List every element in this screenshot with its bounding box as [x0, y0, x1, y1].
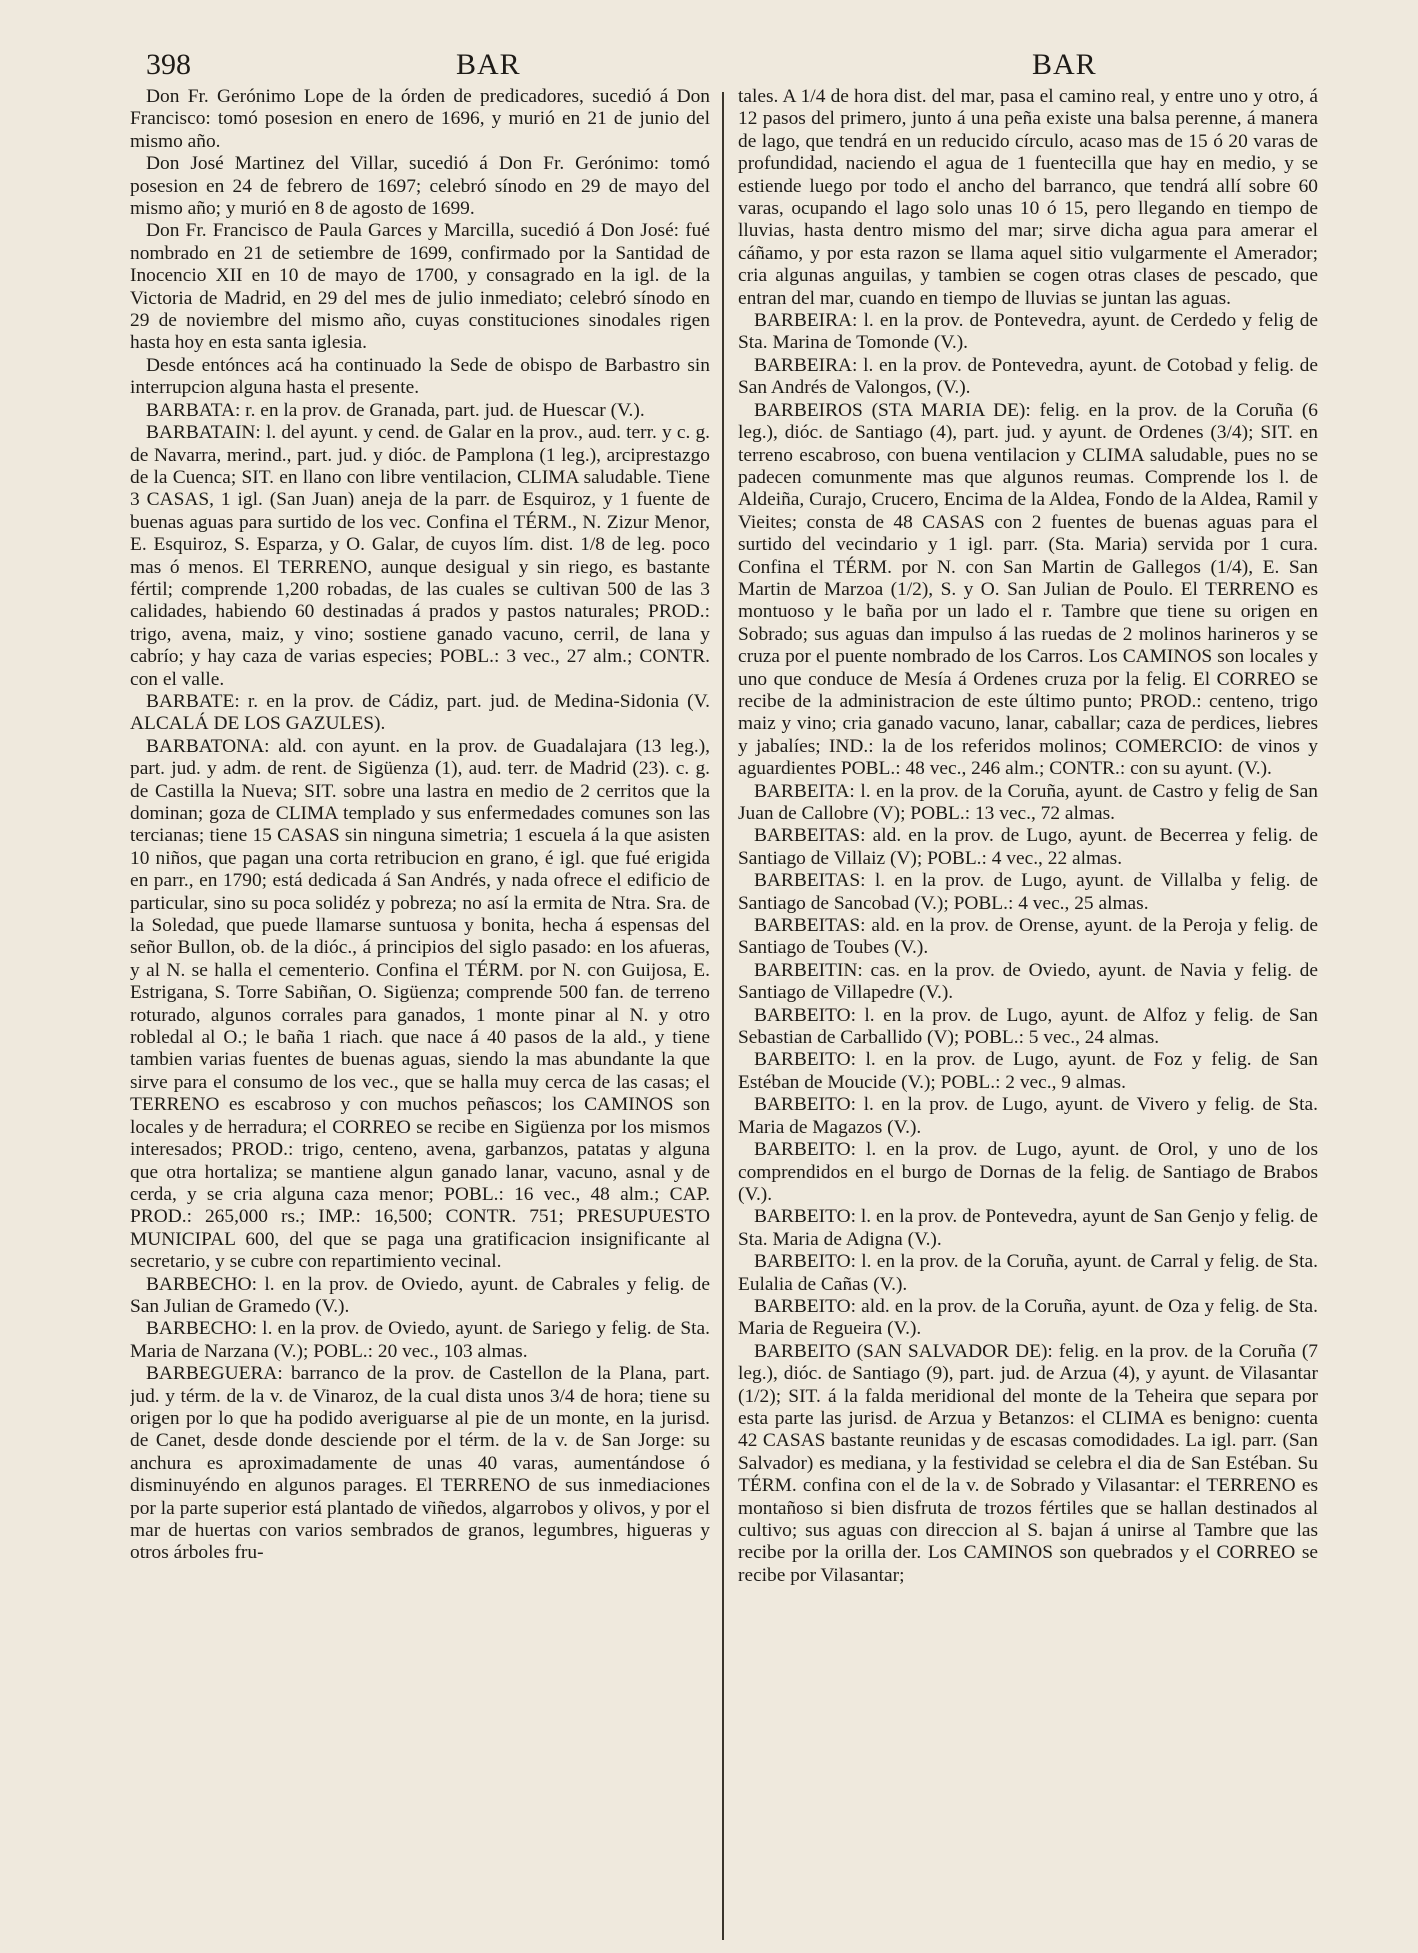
entry-barbeito-7: BARBEITO: ald. en la prov. de la Coruña, ayunt. de Oza y felig. de Sta. Maria de Regueira (V.). [738, 1295, 1318, 1340]
entry-barbeiros: BARBEIROS (STA MARIA DE): felig. en la prov. de la Coruña (6 leg.), dióc. de Santiago (4), part. jud. y ayunt. de Ordenes (3/4); SIT. en terreno escabroso, con buena ventilacion y CLIMA saludable, pues no se padecen comunmente mas que algunos reumas. Comprende los l. de Aldeiña, Curajo, Crucero, Encima de la Aldea, Fondo de la Aldea, Ramil y Vieites; consta de 48 CASAS con 2 fuentes de buenas aguas para el surtido del vecindario y 1 igl. parr. (Sta. Maria) servida por 1 cura. Confina el TÉRM. por N. con San Martin de Gallegos (1/4), E. San Martin de Marzoa (1/2), S. y O. San Julian de Poulo. El TERRENO es montuoso y le baña por un lado el r. Tambre que tiene su origen en Sobrado; sus aguas dan impulso á las ruedas de 2 molinos harineros y se cruza por el puente nombrado de los Carros. Los CAMINOS son locales y uno que conduce de Mesía á Ordenes cruza por la felig. El CORREO se recibe de la administracion de este último punto; PROD.: centeno, trigo maiz y vino; cria ganado vacuno, lanar, caballar; caza de perdices, liebres y jabalíes; IND.: la de los referidos molinos; COMERCIO: de vinos y aguardientes POBL.: 48 vec., 246 alm.; CONTR.: con su ayunt. (V.). [738, 399, 1318, 780]
entry-barbeira-2: BARBEIRA: l. en la prov. de Pontevedra, ayunt. de Cotobad y felig. de San Andrés de Valongos, (V.). [738, 354, 1318, 399]
entry-barbata: BARBATA: r. en la prov. de Granada, part. jud. de Huescar (V.). [146, 399, 645, 421]
entry-paragraph: Don José Martinez del Villar, sucedió á Don Fr. Gerónimo: tomó posesion en 24 de febrero de 1697; celebró sínodo en 29 de mayo del mismo año; y murió en 8 de agosto de 1699. [130, 153, 710, 220]
entry-barbeito-1: BARBEITO: l. en la prov. de Lugo, ayunt. de Alfoz y felig. de San Sebastian de Carballido (V); POBL.: 5 vec., 24 almas. [738, 1004, 1318, 1049]
left-column [130, 86, 710, 1946]
entry-barbeito-3: BARBEITO: l. en la prov. de Lugo, ayunt. de Vivero y felig. de Sta. Maria de Magazos (V.). [738, 1094, 1318, 1138]
page-header [0, 48, 1418, 88]
entry-barbeito-4: BARBEITO: l. en la prov. de Lugo, ayunt. de Orol, y uno de los comprendidos en el burgo de Dornas de la felig. de Santiago de Brabos (V.). [738, 1139, 1318, 1205]
entry-barbeitas-1: BARBEITAS: ald. en la prov. de Lugo, ayunt. de Becerrea y felig. de Santiago de Villaiz (V); POBL.: 4 vec., 22 almas. [738, 825, 1318, 869]
running-head-left: BAR [456, 48, 521, 81]
entry-barbeguera: BARBEGUERA: barranco de la prov. de Castellon de la Plana, part. jud. y térm. de la v. de Vinaroz, de la cual dista unos 3/4 de hora; tiene su origen por lo que ha podido averiguarse al pie de un monte, en la jurisd. de Canet, desde donde desciende por el térm. de la v. de San Jorge: su anchura es aproximadamente de unas 40 varas, aumentándose ó disminuyéndo en algunos parages. El TERRENO de sus inmediaciones por la parte superior está plantado de viñedos, algarrobos y olivos, y por el mar de huertas con varios sembrados de granos, legumbres, higueras y otros árboles fru- [130, 1363, 710, 1564]
entry-barbeito-2: BARBEITO: l. en la prov. de Lugo, ayunt. de Foz y felig. de San Estéban de Moucide (V.); POBL.: 2 vec., 9 almas. [738, 1049, 1318, 1093]
entry-barbatona: BARBATONA: ald. con ayunt. en la prov. de Guadalajara (13 leg.), part. jud. y adm. de rent. de Sigüenza (1), aud. terr. de Madrid (23). c. g. de Castilla la Nueva; SIT. sobre una lastra en medio de 2 cerritos que la dominan; goza de CLIMA templado y sus enfermedades comunes son las tercianas; tiene 15 CASAS sin ninguna simetria; 1 escuela á la que asisten 10 niños, que pagan una corta retribucion en grano, é igl. que fué erigida en parr., en 1790; está dedicada á San Andrés, y nada ofrece el edificio de particular, sino su poca solidéz y pobreza; no así la ermita de Ntra. Sra. de la Soledad, que puede llamarse suntuosa y bonita, hecha á espensas del señor Bullon, ob. de la dióc., á principios del siglo pasado: en los afueras, y al N. se halla el cementerio. Confina el TÉRM. por N. con Guijosa, E. Estrigana, S. Torre Sabiñan, O. Sigüenza; comprende 500 fan. de terreno roturado, algunos corrales para ganados, 1 monte pinar al N. y otro robledal al O.; le baña 1 riach. que nace á 40 pasos de la ald., y tiene tambien varias fuentes de buenas aguas, siendo la mas abundante la que sirve para el consumo de los vec., que se halla muy cerca de las casas; el TERRENO es escabroso y con muchos peñascos; los CAMINOS son locales y de herradura; el CORREO se recibe en Sigüenza por los mismos interesados; PROD.: trigo, centeno, avena, garbanzos, patatas y alguna que otra hortaliza; se mantiene algun ganado lanar, vacuno, asnal y de cerda, y se cria alguna caza menor; POBL.: 16 vec., 48 alm.; CAP. PROD.: 265,000 rs.; IMP.: 16,500; CONTR. 751; PRESUPUESTO MUNICIPAL 600, del que se paga una gratificacion insignificante al secretario, y se cubre con repartimiento vecinal. [130, 735, 710, 1273]
entry-barbecho-1: BARBECHO: l. en la prov. de Oviedo, ayunt. de Cabrales y felig. de San Julian de Gramedo (V.). [130, 1273, 710, 1317]
entry-barbeitin: BARBEITIN: cas. en la prov. de Oviedo, ayunt. de Navia y felig. de Santiago de Villapedre (V.). [738, 959, 1318, 1004]
entry-barbeito-6: BARBEITO: l. en la prov. de la Coruña, ayunt. de Carral y felig. de Sta. Eulalia de Cañas (V.). [738, 1251, 1318, 1295]
entry-barbeito-san-salvador: BARBEITO (SAN SALVADOR DE): felig. en la prov. de la Coruña (7 leg.), dióc. de Santiago (9), part. jud. de Arzua (4), y ayunt. de Vilasantar (1/2); SIT. á la falda meridional del monte de la Teheira que separa por esta parte las jurisd. de Arzua y Betanzos: el CLIMA es benigno: cuenta 42 CASAS bastante reunidas y de escasas comodidades. La igl. parr. (San Salvador) es mediana, y la festividad se celebra el dia de San Estéban. Su TÉRM. confina con el de la v. de Sobrado y Vilasantar: el TERRENO es montañoso si bien disfruta de trozos fértiles que se hallan destinados al cultivo; sus aguas con direccion al S. bajan á unirse al Tambre que las recibe por la orilla der. Los CAMINOS son quebrados y el CORREO se recibe por Vilasantar; [738, 1340, 1318, 1586]
entry-paragraph: Don Fr. Gerónimo Lope de la órden de predicadores, sucedió á Don Francisco: tomó posesion en enero de 1696, y murió en 21 de junio del mismo año. [130, 86, 710, 152]
entry-barbatain: BARBATAIN: l. del ayunt. y cend. de Galar en la prov., aud. terr. y c. g. de Navarra, merind., part. jud. y dióc. de Pamplona (1 leg.), arciprestazgo de la Cuenca; SIT. en llano con libre ventilacion, CLIMA saludable. Tiene 3 CASAS, 1 igl. (San Juan) aneja de la parr. de Esquiroz, y 1 fuente de buenas aguas para surtido de los vec. Confina el TÉRM., N. Zizur Menor, E. Esquiroz, S. Esparza, y O. Galar, de cuyos lím. dist. 1/8 de leg. poco mas ó menos. El TERRENO, aunque desigual y sin riego, es bastante fértil; comprende 1,200 robadas, de las cuales se cultivan 500 de las 3 calidades, habiendo 60 destinadas á prados y pastos naturales; PROD.: trigo, avena, maiz, y vino; sostiene ganado vacuno, cerril, de lana y cabrío; y hay caza de varias especies; POBL.: 3 vec., 27 alm.; CONTR. con el valle. [130, 422, 710, 690]
entry-barbeitas-3: BARBEITAS: ald. en la prov. de Orense, ayunt. de la Peroja y felig. de Santiago de Toubes (V.). [738, 915, 1318, 959]
entry-barbeita: BARBEITA: l. en la prov. de la Coruña, ayunt. de Castro y felig de San Juan de Callobre (V); POBL.: 13 vec., 72 almas. [738, 780, 1318, 824]
entry-barbate: BARBATE: r. en la prov. de Cádiz, part. jud. de Medina-Sidonia (V. ALCALÁ DE LOS GAZULES). [130, 690, 710, 735]
column-divider [722, 92, 724, 1940]
entry-continuation: tales. A 1/4 de hora dist. del mar, pasa el camino real, y entre uno y otro, á 12 pasos del primero, junto á una peña existe una balsa perenne, á manera de lago, que tendrá en un reducido círculo, acaso mas de 15 ó 20 varas de profundidad, naciendo el agua de 1 fuentecilla que hay en medio, y se estiende luego por todo el ancho del barranco, que tendrá allí sobre 60 varas, ocupando el lago solo unas 10 ó 15, pero llegando en tiempo de lluvias, hasta dentro mismo del mar; sirve dicha agua para amerar el cáñamo, y por esta razon se llama aquel sitio vulgarmente el Amerador; cria algunas anguilas, y tambien se cogen otras clases de pescado, que entran del mar, cuando en tiempo de lluvias se juntan las aguas. [738, 86, 1318, 309]
entry-barbeira-1: BARBEIRA: l. en la prov. de Pontevedra, ayunt. de Cerdedo y felig de Sta. Marina de Tomonde (V.). [738, 310, 1318, 354]
entry-barbecho-2: BARBECHO: l. en la prov. de Oviedo, ayunt. de Sariego y felig. de Sta. Maria de Narzana (V.); POBL.: 20 vec., 103 almas. [130, 1318, 710, 1362]
entry-paragraph: Don Fr. Francisco de Paula Garces y Marcilla, sucedió á Don José: fué nombrado en 21 de setiembre de 1699, confirmado por la Santidad de Inocencio XII en 10 de mayo de 1700, y consagrado en la igl. de la Victoria de Madrid, en 29 del mes de julio inmediato; celebró sínodo en 29 de noviembre del mismo año, cuyas constituciones sinodales rigen hasta hoy en esta santa iglesia. [130, 220, 710, 354]
entry-barbeito-5: BARBEITO: l. en la prov. de Pontevedra, ayunt de San Genjo y felig. de Sta. Maria de Adigna (V.). [738, 1206, 1318, 1250]
entry-barbeitas-2: BARBEITAS: l. en la prov. de Lugo, ayunt. de Villalba y felig. de Santiago de Sancobad (V.); POBL.: 4 vec., 25 almas. [738, 870, 1318, 914]
entry-paragraph: Desde entónces acá ha continuado la Sede de obispo de Barbastro sin interrupcion alguna hasta el presente. [130, 354, 710, 399]
page-number: 398 [146, 48, 191, 81]
running-head-right: BAR [1032, 48, 1097, 81]
right-column [738, 86, 1318, 1946]
